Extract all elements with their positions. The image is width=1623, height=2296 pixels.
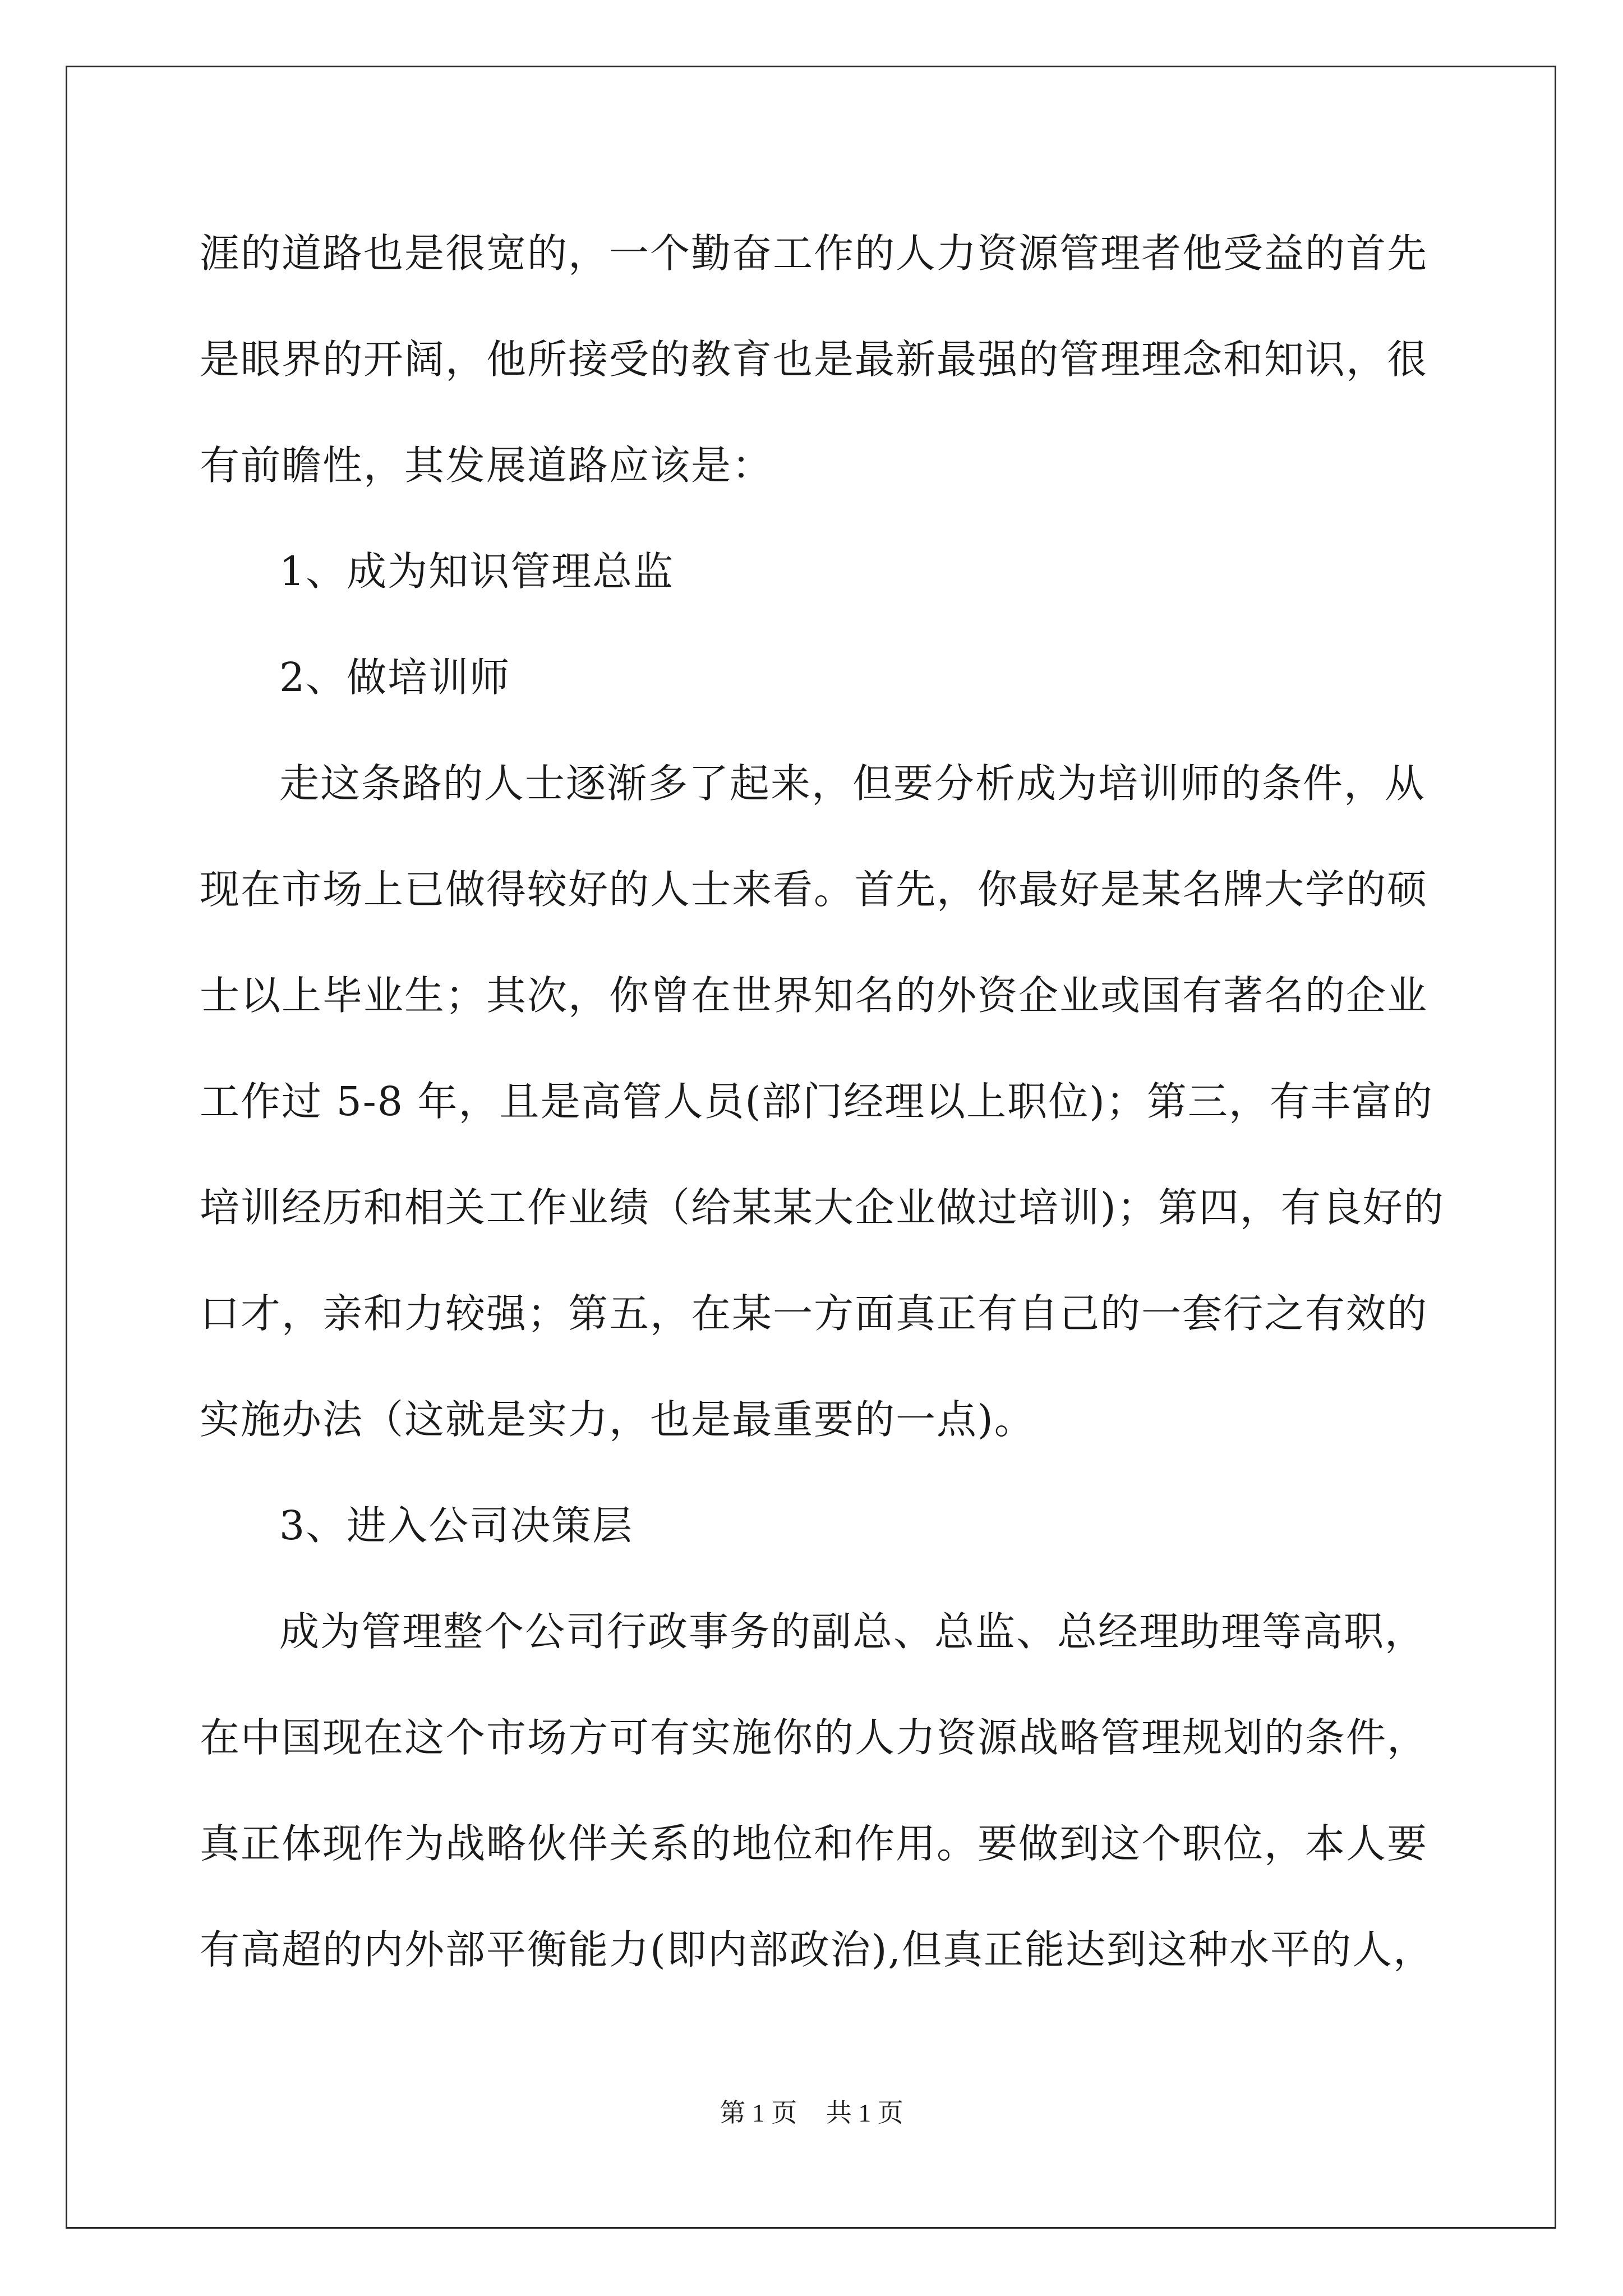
paragraph-line: 有高超的内外部平衡能力(即内部政治),但真正能达到这种水平的人， (200, 1926, 1434, 1973)
paragraph-line: 士以上毕业生；其次，你曾在世界知名的外资企业或国有著名的企业 (200, 972, 1428, 1019)
document-body (200, 220, 1445, 2022)
page-footer (0, 2092, 1623, 2129)
paragraph-line: 工作过 5-8 年，且是高管人员(部门经理以上职位)；第三，有丰富的 (200, 1078, 1433, 1125)
paragraph-line: 走这条路的人士逐渐多了起来，但要分析成为培训师的条件，从 (279, 760, 1426, 807)
paragraph-line: 成为管理整个公司行政事务的副总、总监、总经理助理等高职， (279, 1608, 1426, 1655)
paragraph-line: 口才，亲和力较强；第五，在某一方面真正有自己的一套行之有效的 (200, 1290, 1428, 1337)
page-number: 第 1 页 (720, 2099, 797, 2127)
page-total: 共 1 页 (826, 2099, 903, 2127)
paragraph-line: 涯的道路也是很宽的，一个勤奋工作的人力资源管理者他受益的首先 (200, 230, 1428, 277)
paragraph-line: 实施办法（这就是实力，也是最重要的一点)。 (200, 1396, 1035, 1443)
list-item: 2、做培训师 (279, 654, 511, 701)
paragraph-line: 真正体现作为战略伙伴关系的地位和作用。要做到这个职位，本人要 (200, 1820, 1428, 1867)
list-item: 3、进入公司决策层 (279, 1502, 634, 1549)
list-item: 1、成为知识管理总监 (279, 548, 675, 595)
paragraph-line: 培训经历和相关工作业绩（给某某大企业做过培训)；第四，有良好的 (200, 1184, 1445, 1231)
paragraph-line: 有前瞻性，其发展道路应该是： (200, 442, 773, 489)
paragraph-line: 在中国现在这个市场方可有实施你的人力资源战略管理规划的条件， (200, 1714, 1428, 1761)
paragraph-line: 是眼界的开阔，他所接受的教育也是最新最强的管理理念和知识，很 (200, 336, 1428, 383)
paragraph-line: 现在市场上已做得较好的人士来看。首先，你最好是某名牌大学的硕 (200, 866, 1428, 913)
